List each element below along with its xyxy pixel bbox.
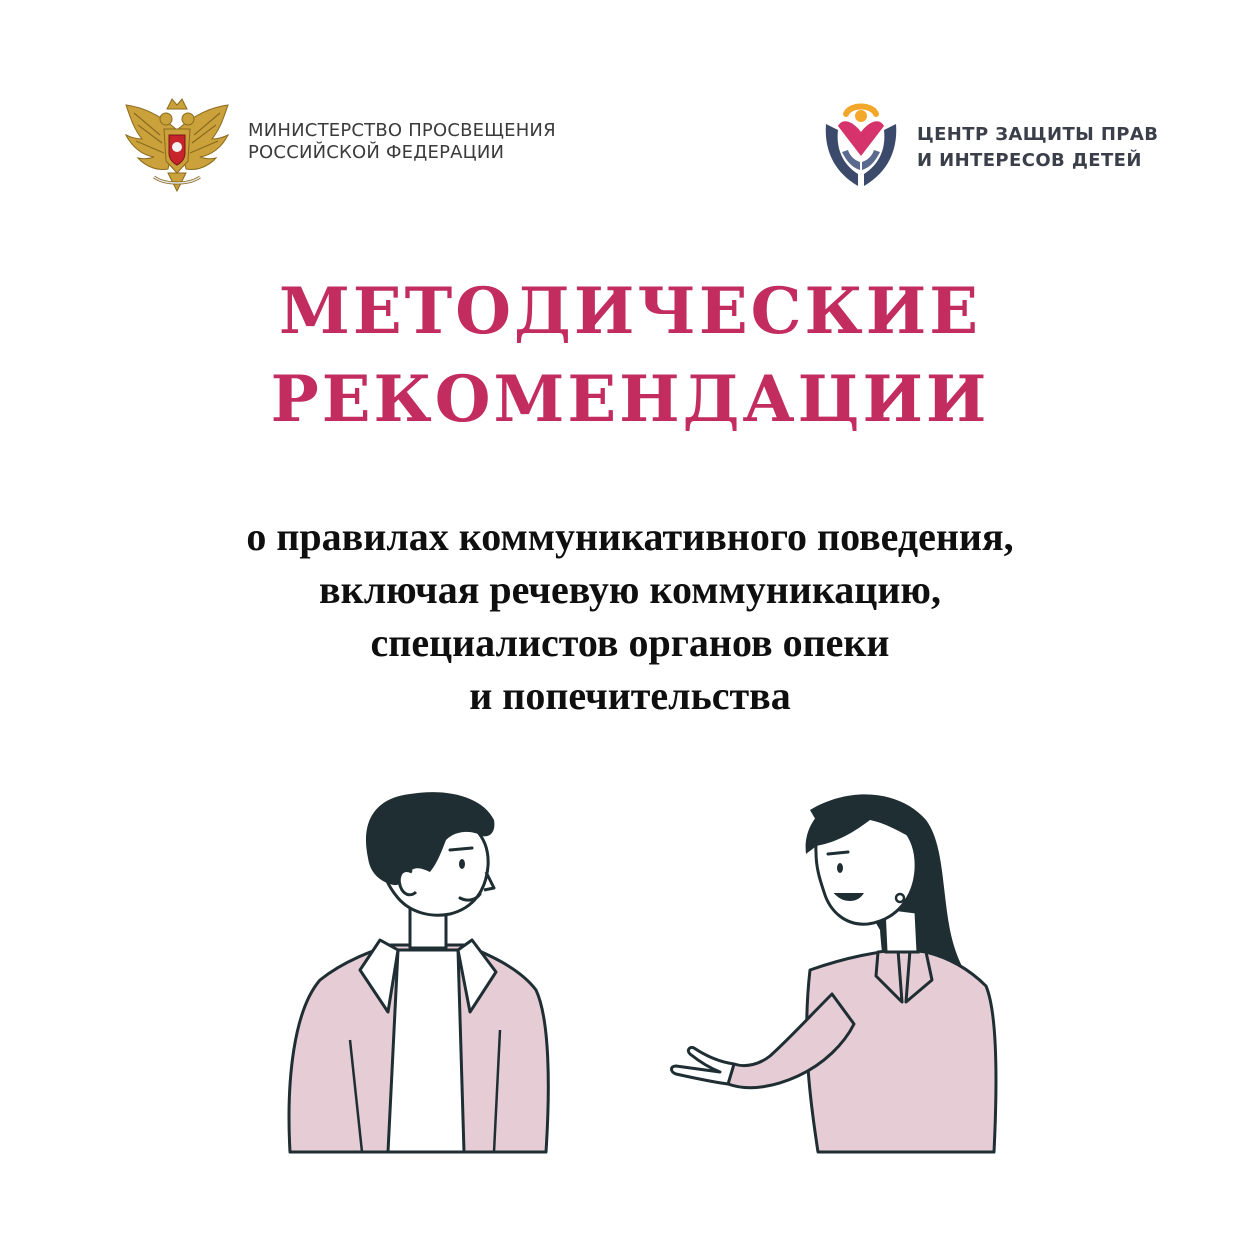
title-line1: МЕТОДИЧЕСКИЕ (279, 274, 981, 349)
subtitle-line3: специалистов органов опеки (370, 620, 890, 665)
subtitle-line2: включая речевую коммуникацию, (319, 567, 941, 612)
header (0, 0, 1260, 230)
conversation-illustration (250, 780, 1010, 1180)
eagle-emblem-icon (120, 95, 235, 195)
ministry-block (120, 95, 600, 195)
page-subtitle (0, 510, 1260, 722)
subtitle-line4: и попечительства (469, 673, 791, 718)
center-name (917, 122, 1158, 174)
woman-figure (672, 794, 996, 1152)
ministry-name (248, 120, 556, 164)
subtitle-line1: о правилах коммуникативного поведения, (246, 514, 1014, 559)
center-block (820, 100, 1160, 195)
ministry-name-line1: МИНИСТЕРСТВО ПРОСВЕЩЕНИЯ (248, 120, 556, 141)
hands-heart-logo-icon (820, 100, 902, 192)
ministry-name-line2: РОССИЙСКОЙ ФЕДЕРАЦИИ (248, 142, 505, 163)
center-name-line1: ЦЕНТР ЗАЩИТЫ ПРАВ (917, 124, 1159, 145)
page-title (0, 268, 1260, 444)
center-name-line2: И ИНТЕРЕСОВ ДЕТЕЙ (917, 150, 1142, 171)
woman-hand (672, 1047, 735, 1084)
man-shirt (388, 950, 464, 1152)
title-line2: РЕКОМЕНДАЦИИ (270, 362, 990, 437)
